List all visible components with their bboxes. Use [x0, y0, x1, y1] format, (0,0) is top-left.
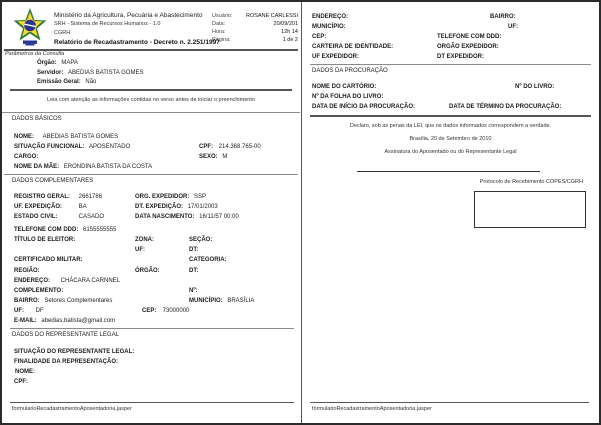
header-meta — [212, 12, 298, 44]
basicos-section-title: DADOS BÁSICOS — [12, 116, 62, 122]
emissao-geral-label: Emissão Geral: — [37, 79, 81, 85]
city-date-text: Brasília, 20 de Setembro de 2010 — [409, 136, 492, 142]
rep-situacao-row — [2, 349, 300, 357]
date-label: Data: — [212, 21, 226, 27]
representante-section-title: DADOS DO REPRESENTANTE LEGAL — [12, 332, 119, 338]
data-nascimento-value: 16/11/57 00:00 — [199, 214, 239, 220]
cep-label: CEP: — [142, 308, 157, 314]
municipio-label: MUNICÍPIO: — [189, 298, 223, 304]
meta-time-row — [212, 28, 298, 36]
meta-page-row — [212, 36, 298, 44]
rep-nome-label: NOME: — [15, 369, 35, 375]
uf-value: DF — [35, 308, 44, 314]
regiao-label: REGIÃO: — [14, 268, 40, 274]
folha-livro-label: Nº DA FOLHA DO LIVRO: — [312, 94, 384, 100]
titulo-dt-label: DT: — [189, 247, 199, 253]
categoria-label: CATEGORIA: — [189, 257, 227, 263]
zona-label: ZONA: — [135, 237, 154, 243]
sexo-label: SEXO: — [199, 154, 218, 160]
complementares-divider — [4, 174, 298, 175]
inicio-procuracao-label: DATA DE INÍCIO DA PROCURAÇÃO: — [312, 104, 415, 110]
titulo-uf-dt-row — [2, 247, 300, 255]
header-title-block — [54, 11, 220, 47]
date-value: 20/09/201 — [273, 21, 298, 27]
p2-endereco-label: ENDEREÇO: — [312, 14, 349, 20]
uf-expedicao-label: UF. EXPEDIÇÃO: — [14, 204, 63, 210]
estado-civil-value: CASADO — [78, 214, 105, 220]
emissao-geral-value: Não — [85, 79, 97, 85]
nome-mae-label: NOME DA MÃE: — [14, 164, 60, 170]
notice-divider — [10, 89, 292, 91]
nome-mae-value: ERONDINA BATISTA DA COSTA — [63, 164, 153, 170]
termino-procuracao-label: DATA DE TÉRMINO DA PROCURAÇÃO: — [449, 104, 562, 110]
representante-divider — [10, 328, 294, 329]
folha-livro-row — [302, 94, 599, 102]
titulo-eleitor-row — [2, 237, 300, 245]
uf-label: UF: — [14, 308, 24, 314]
orgao-value: MAPA — [61, 60, 78, 66]
fill-in-notice: Leia com atenção as informações contidas no verso antes de iniciar o preenchimento — [47, 97, 255, 103]
regiao-dt-label: DT: — [189, 268, 199, 274]
basicos-divider — [2, 112, 300, 113]
uf-expedicao-value: BA — [78, 204, 87, 210]
p2-uf-expedidor-row — [302, 54, 599, 62]
p2-bairro-label: BAIRRO: — [490, 14, 516, 20]
ministry-name: Ministério da Agricultura, Pecuária e Abastecimento — [54, 12, 203, 19]
estado-civil-row — [2, 214, 300, 222]
titulo-eleitor-label: TÍTULO DE ELEITOR: — [14, 237, 76, 243]
endereco-label: ENDEREÇO: — [14, 278, 51, 284]
orgao-row — [2, 60, 300, 68]
p2-orgao-expedidor-label: ORGÃO EXPEDIDOR: — [437, 44, 499, 50]
cpf-label: CPF: — [199, 144, 213, 150]
situacao-funcional-row — [2, 144, 300, 152]
email-value: abedias.batista@gmail.com — [41, 318, 116, 324]
servidor-label: Servidor: — [37, 70, 64, 76]
cargo-label: CARGO: — [14, 154, 39, 160]
certificado-militar-label: CERTIFICADO MILITAR: — [14, 257, 83, 263]
complementares-section-title: DADOS COMPLEMENTARES — [12, 178, 94, 184]
orgao-label: Órgão: — [37, 60, 57, 66]
signature-line — [357, 171, 540, 172]
signature-caption: Assinatura do Aposentado ou do Representante Legal — [384, 149, 517, 155]
p2-dt-expedidor-label: DT EXPEDIDOR: — [437, 54, 485, 60]
p2-endereco-row — [302, 14, 599, 22]
brazil-coat-of-arms-logo — [10, 7, 50, 47]
page-label: Página: — [212, 37, 231, 43]
procuracao-divider — [310, 64, 591, 65]
rep-cpf-row — [2, 379, 300, 387]
p2-carteira-row — [302, 44, 599, 52]
endereco-row — [2, 278, 300, 286]
params-section-title: Parâmetros da Consulta — [5, 51, 65, 57]
cpf-value: 214.368.765-00 — [218, 144, 261, 150]
regiao-row — [2, 268, 300, 276]
rep-situacao-label: SITUAÇÃO DO REPRESENTANTE LEGAL: — [14, 349, 135, 355]
report-title: Relatório de Recadastramento - Decreto n. 2.251/1997 — [54, 39, 220, 46]
datas-procuracao-row — [302, 104, 599, 112]
dt-expedicao-value: 17/01/2003 — [187, 204, 218, 210]
p2-uf-expedidor-label: UF EXPEDIDOR: — [312, 54, 360, 60]
p2-municipio-label: MUNICÍPIO: — [312, 24, 346, 30]
servidor-value: ABEDIAS BATISTA GOMES — [68, 70, 144, 76]
telefone-value: 6155555555 — [83, 227, 117, 233]
situacao-funcional-value: APOSENTADO — [89, 144, 131, 150]
procuracao-section-title: DADOS DA PROCURAÇÃO — [312, 68, 388, 74]
telefone-label: TELEFONE COM DDD: — [14, 227, 79, 233]
meta-user-row — [212, 12, 298, 20]
servidor-row — [2, 70, 300, 78]
email-row — [2, 318, 300, 326]
orgao2-label: ÓRGÃO: — [135, 268, 160, 274]
protocol-receipt-box — [474, 191, 586, 228]
situacao-funcional-label: SITUAÇÃO FUNCIONAL: — [14, 144, 85, 150]
org-expedidor-label: ORG. EXPEDIDOR: — [135, 194, 190, 200]
rep-cpf-label: CPF: — [14, 379, 28, 385]
cep-value: 73000000 — [162, 308, 190, 314]
rep-finalidade-row — [2, 359, 300, 367]
registro-geral-value: 2661786 — [78, 194, 103, 200]
jasper-filename-p1: formularioRecadastramentoAposentadoria.jasper — [12, 406, 132, 412]
page-value: 1 de 2 — [282, 37, 298, 43]
protocol-label: Protocolo de Recebimento COPES/CGRH — [479, 179, 583, 185]
cartorio-row — [302, 84, 599, 92]
email-label: E-MAIL: — [14, 318, 37, 324]
user-label: Usuário: — [212, 13, 233, 19]
dt-expedicao-label: DT. EXPEDIÇÃO: — [135, 204, 184, 210]
rep-nome-row — [2, 369, 300, 377]
nome-label: NOME: — [14, 134, 34, 140]
municipio-value: BRASÍLIA — [227, 298, 255, 304]
jasper-filename-p2: formularioRecadastramentoAposentadoria.jasper — [312, 406, 432, 412]
endereco-value: CHÁCARA CARNNEL — [60, 278, 121, 284]
emissao-geral-row — [2, 79, 300, 87]
complemento-row — [2, 288, 300, 296]
declaration-divider — [310, 115, 591, 117]
livro-label: Nº DO LIVRO: — [515, 84, 555, 90]
registro-geral-label: REGISTRO GERAL: — [14, 194, 71, 200]
uf-expedicao-row — [2, 204, 300, 212]
complemento-label: COMPLEMENTO: — [14, 288, 64, 294]
footer-divider-p2 — [310, 402, 589, 403]
titulo-uf-label: UF: — [135, 247, 145, 253]
bairro-value: Setores Complementares — [44, 298, 113, 304]
user-value: ROSANE CARLESSI — [246, 13, 298, 19]
telefone-row — [2, 227, 300, 235]
p2-carteira-label: CARTEIRA DE IDENTIDADE: — [312, 44, 394, 50]
report-page-1 — [2, 2, 300, 423]
p2-municipio-row — [302, 24, 599, 32]
time-value: 12h 14 — [281, 29, 298, 35]
registro-geral-row — [2, 194, 300, 202]
unit-name: CGRH — [54, 30, 71, 36]
system-name: SRH - Sistema de Recursos Humanos - 1.0 — [54, 21, 161, 27]
declaration-text: Declaro, sob as penas da LEI, que os dados informados correspondem a verdade. — [349, 123, 552, 129]
nome-value: ABEDIAS BATISTA GOMES — [42, 134, 119, 140]
nome-row — [2, 134, 300, 142]
p2-uf-label: UF: — [508, 24, 518, 30]
uf-cep-row — [2, 308, 300, 316]
secao-label: SEÇÃO: — [189, 237, 213, 243]
cartorio-label: NOME DO CARTÓRIO: — [312, 84, 377, 90]
time-label: Hora: — [212, 29, 226, 35]
p2-cep-label: CEP: — [312, 34, 327, 40]
estado-civil-label: ESTADO CIVIL: — [14, 214, 58, 220]
cargo-row — [2, 154, 300, 162]
data-nascimento-label: DATA NASCIMENTO: — [135, 214, 195, 220]
org-expedidor-value: SSP — [194, 194, 207, 200]
bairro-row — [2, 298, 300, 306]
sexo-value: M — [222, 154, 228, 160]
bairro-label: BAIRRO: — [14, 298, 40, 304]
meta-date-row — [212, 20, 298, 28]
rep-finalidade-label: FINALIDADE DA REPRESENTAÇÃO: — [14, 359, 119, 365]
footer-divider-p1 — [10, 402, 294, 403]
numero-label: Nº: — [189, 288, 198, 294]
p2-telefone-label: TELEFONE COM DDD: — [437, 34, 502, 40]
nome-mae-row — [2, 164, 300, 172]
report-page-2 — [301, 2, 599, 423]
certificado-militar-row — [2, 257, 300, 265]
p2-cep-row — [302, 34, 599, 42]
